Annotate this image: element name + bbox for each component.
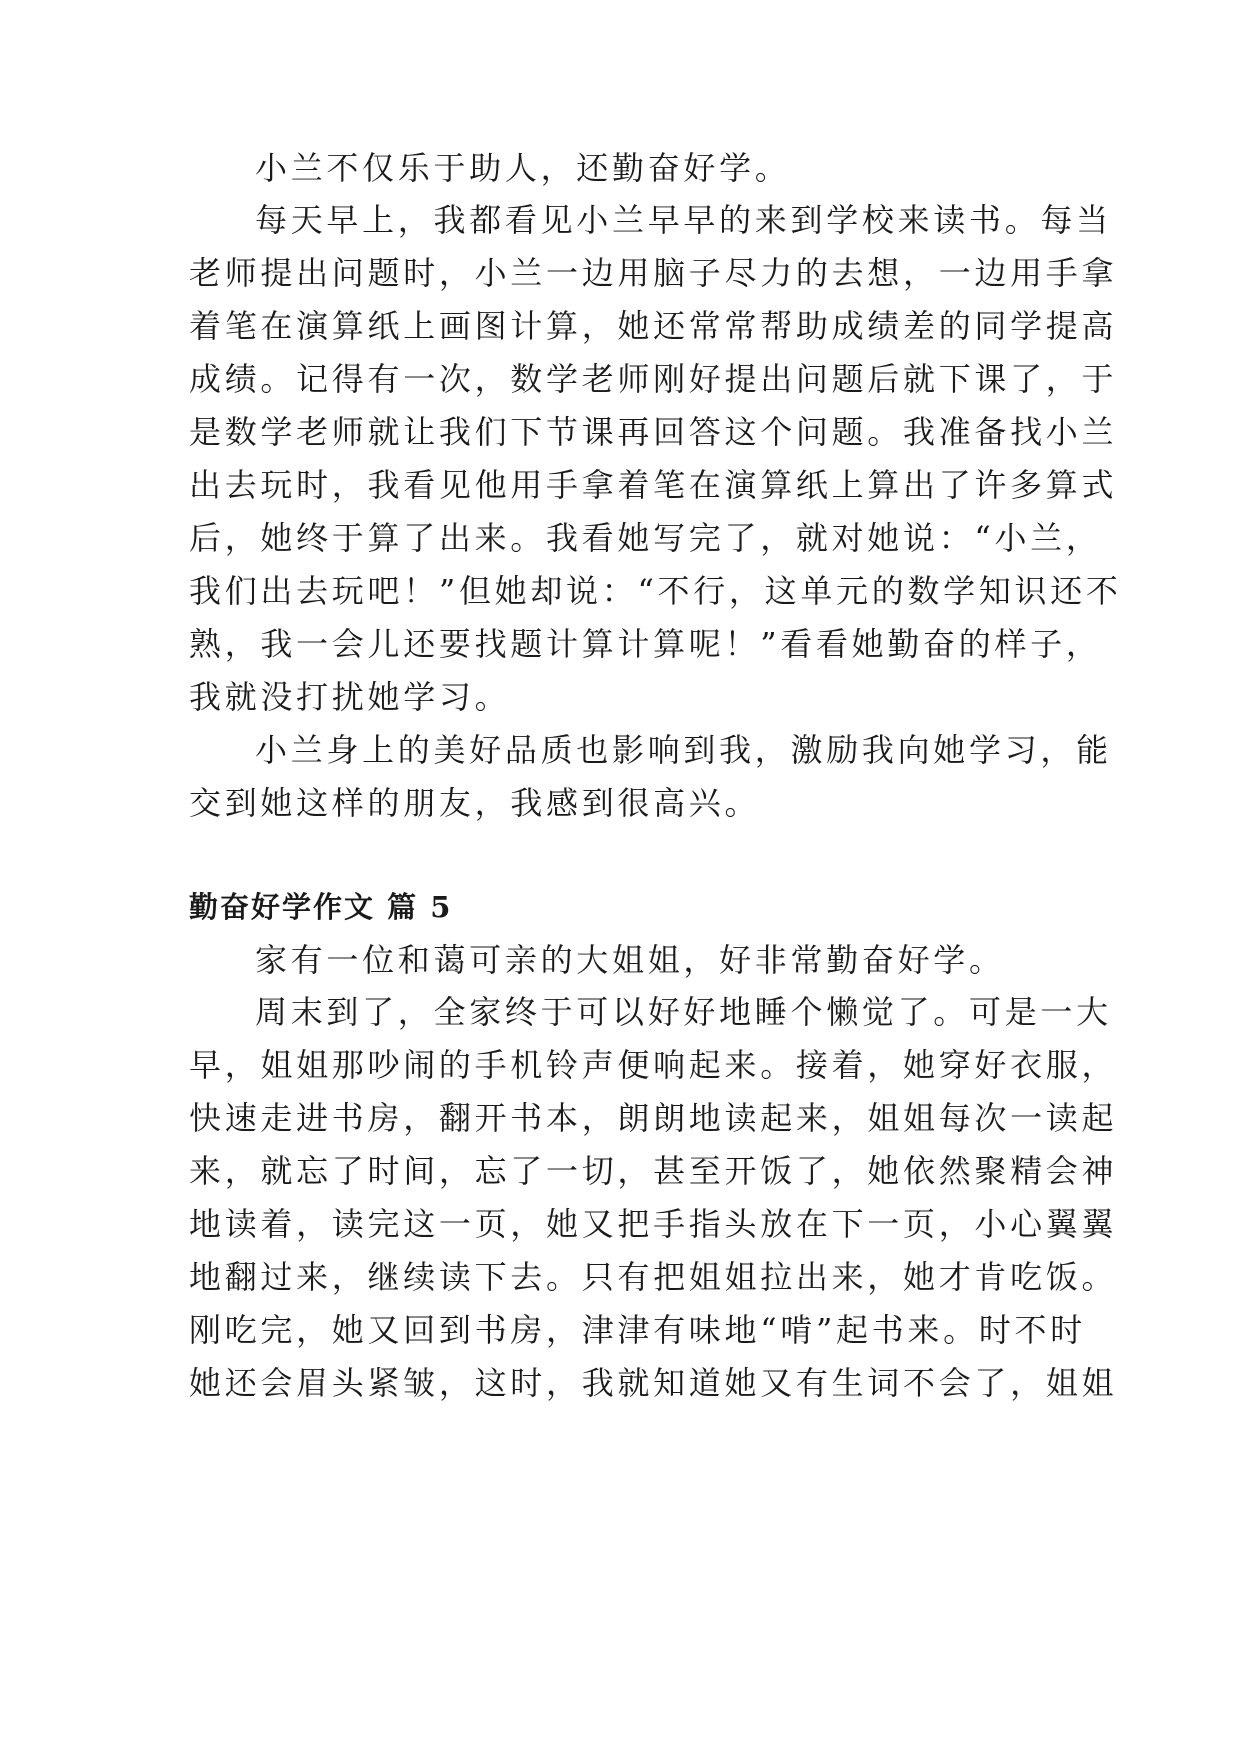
paragraph-line: 快速走进书房，翻开书本，朗朗地读起来，姐姐每次一读起 <box>189 1099 1118 1137</box>
paragraph-line: 每天早上，我都看见小兰早早的来到学校来读书。每当 <box>255 201 1112 239</box>
paragraph-line: 地翻过来，继续读下去。只有把姐姐拉出来，她才肯吃饭。 <box>189 1258 1118 1296</box>
paragraph-line: 熟，我一会儿还要找题计算计算呢！”看看她勤奋的样子， <box>189 625 1102 663</box>
paragraph-line: 成绩。记得有一次，数学老师刚好提出问题后就下课了，于 <box>189 360 1118 398</box>
paragraph-line: 来，就忘了时间，忘了一切，甚至开饭了，她依然聚精会神 <box>189 1152 1118 1190</box>
paragraph-line: 我就没打扰她学习。 <box>189 678 511 716</box>
paragraph-line: 家有一位和蔼可亲的大姐姐，好非常勤奋好学。 <box>255 941 1005 979</box>
paragraph-line: 小兰不仅乐于助人，还勤奋好学。 <box>255 149 791 187</box>
paragraph-line: 早，姐姐那吵闹的手机铃声便响起来。接着，她穿好衣服， <box>189 1046 1118 1084</box>
paragraph-line: 后，她终于算了出来。我看她写完了，就对她说：“小兰， <box>189 519 1102 557</box>
paragraph-line: 老师提出问题时，小兰一边用脑子尽力的去想，一边用手拿 <box>189 254 1118 292</box>
paragraph-line: 交到她这样的朋友，我感到很高兴。 <box>189 784 761 822</box>
section-title: 勤奋好学作文 篇 5 <box>189 890 453 924</box>
paragraph-line: 是数学老师就让我们下节课再回答这个问题。我准备找小兰 <box>189 413 1118 451</box>
paragraph-line: 我们出去玩吧！”但她却说：“不行，这单元的数学知识还不 <box>189 572 1122 610</box>
paragraph-line: 刚吃完，她又回到书房，津津有味地“啃”起书来。时不时 <box>189 1311 1086 1349</box>
paragraph-line: 她还会眉头紧皱，这时，我就知道她又有生词不会了，姐姐 <box>189 1364 1118 1402</box>
paragraph-line: 着笔在演算纸上画图计算，她还常常帮助成绩差的同学提高 <box>189 307 1118 345</box>
paragraph-line: 地读着，读完这一页，她又把手指头放在下一页，小心翼翼 <box>189 1205 1118 1243</box>
paragraph-line: 出去玩时，我看见他用手拿着笔在演算纸上算出了许多算式 <box>189 466 1118 504</box>
paragraph-line: 小兰身上的美好品质也影响到我，激励我向她学习，能 <box>255 731 1112 769</box>
paragraph-line: 周末到了，全家终于可以好好地睡个懒觉了。可是一大 <box>255 993 1112 1031</box>
